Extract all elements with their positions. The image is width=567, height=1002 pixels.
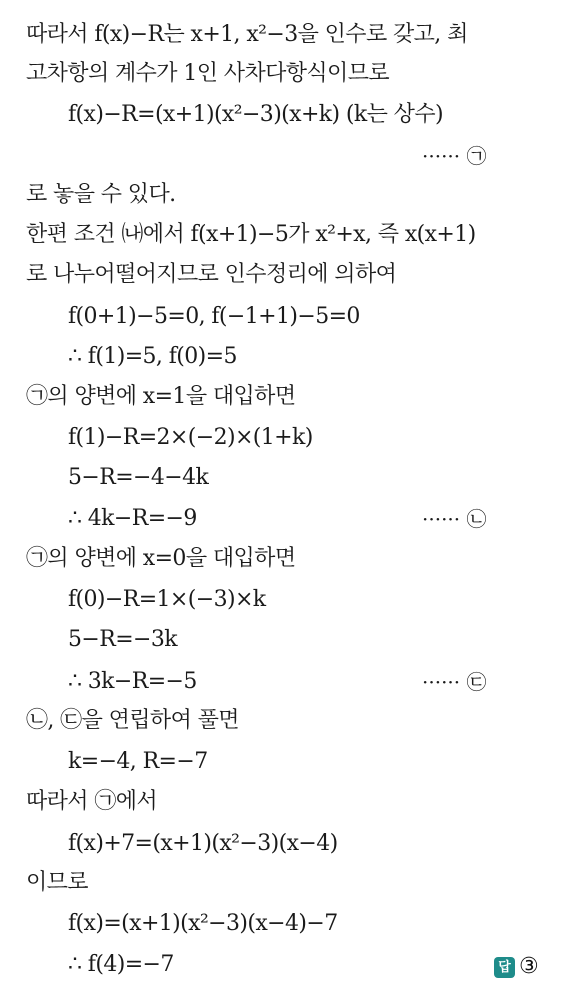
equation-line: 5−R=−4−4k (68, 465, 209, 490)
equation-line: f(0)−R=1×(−3)×k (68, 587, 266, 612)
text-line: 이므로 (26, 870, 88, 895)
equation-mark-1: ······ ㉠ (422, 144, 487, 168)
equation-line: f(x)+7=(x+1)(x²−3)(x−4) (68, 831, 338, 856)
answer-value: ③ (519, 954, 539, 979)
equation-line: ∴ 4k−R=−9 (68, 506, 197, 531)
text-line: 고차항의 계수가 1인 사차다항식이므로 (26, 61, 390, 86)
text-line: ㉠의 양변에 x=0을 대입하면 (26, 546, 296, 571)
equation-mark-2: ······ ㉡ (422, 507, 487, 531)
equation-line: ∴ 3k−R=−5 (68, 669, 197, 694)
equation-line: f(x)−R=(x+1)(x²−3)(x+k) (k는 상수) (68, 102, 443, 127)
answer-badge: 답 (494, 957, 515, 978)
text-line: ㉡, ㉢을 연립하여 풀면 (26, 708, 239, 733)
equation-mark-3: ······ ㉢ (422, 670, 487, 694)
text-line: 따라서 f(x)−R는 x+1, x²−3을 인수로 갖고, 최 (26, 22, 468, 47)
text-line: 한편 조건 ㈏에서 f(x+1)−5가 x²+x, 즉 x(x+1) (26, 222, 476, 247)
text-line: 로 나누어떨어지므로 인수정리에 의하여 (26, 262, 397, 287)
equation-line: f(x)=(x+1)(x²−3)(x−4)−7 (68, 911, 338, 936)
text-line: ㉠의 양변에 x=1을 대입하면 (26, 384, 296, 409)
text-line: 따라서 ㉠에서 (26, 789, 158, 814)
equation-line: ∴ f(1)=5, f(0)=5 (68, 344, 237, 369)
equation-line: k=−4, R=−7 (68, 749, 208, 774)
answer (494, 955, 539, 979)
equation-line: 5−R=−3k (68, 627, 177, 652)
equation-line: f(1)−R=2×(−2)×(1+k) (68, 425, 313, 450)
equation-line: ∴ f(4)=−7 (68, 952, 174, 977)
equation-line: f(0+1)−5=0, f(−1+1)−5=0 (68, 304, 360, 329)
text-line: 로 놓을 수 있다. (26, 182, 176, 207)
